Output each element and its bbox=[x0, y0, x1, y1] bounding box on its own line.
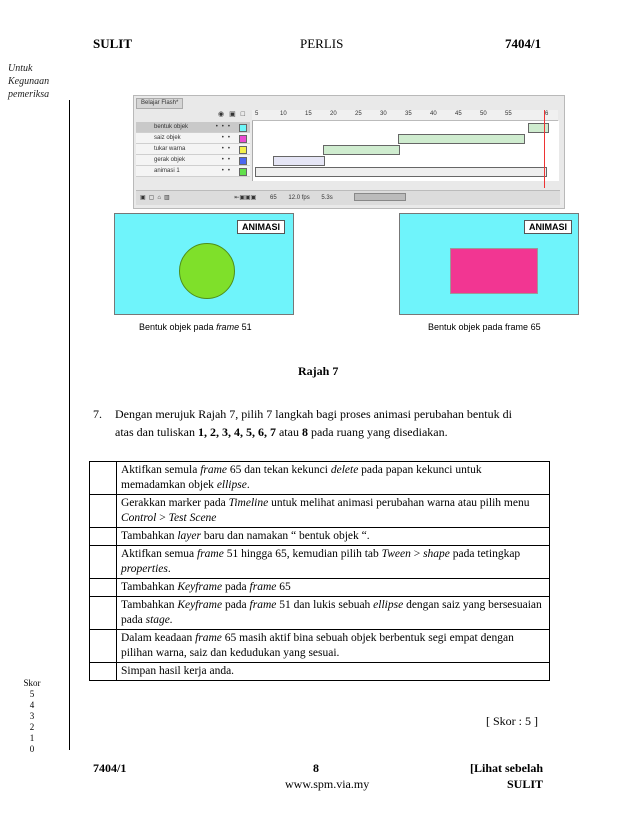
timeline-footer bbox=[136, 190, 560, 205]
layer-header-icons: ◉▣□ bbox=[218, 111, 250, 118]
frames-animasi bbox=[255, 167, 547, 177]
layer-list bbox=[136, 122, 250, 177]
ruler-tick: 6 bbox=[545, 111, 549, 117]
elapsed-time: 5.3s bbox=[321, 195, 333, 201]
ruler-tick: 10 bbox=[280, 111, 287, 117]
layer-tool-icons[interactable]: ▣▢⌂▥ bbox=[140, 195, 173, 201]
step-row bbox=[90, 546, 550, 579]
frame-grid[interactable] bbox=[252, 121, 559, 181]
ruler-tick: 15 bbox=[305, 111, 312, 117]
ruler-tick: 55 bbox=[505, 111, 512, 117]
steps-table bbox=[89, 461, 550, 681]
caption-frame-51: Bentuk objek pada frame 51 bbox=[139, 322, 252, 332]
step-text: Simpan hasil kerja anda. bbox=[117, 663, 550, 681]
margin-line bbox=[69, 100, 70, 750]
animasi-label: ANIMASI bbox=[237, 220, 285, 234]
answer-box[interactable] bbox=[90, 546, 117, 579]
layer-row[interactable]: gerak objek •• bbox=[136, 155, 250, 166]
step-row bbox=[90, 528, 550, 546]
ruler-tick: 35 bbox=[405, 111, 412, 117]
answer-box[interactable] bbox=[90, 579, 117, 597]
step-text: Tambahkan Keyframe pada frame 51 dan lukis sebuah ellipse dengan saiz yang bersesuaian pada stage. bbox=[117, 597, 550, 630]
layer-row[interactable]: saiz objek •• bbox=[136, 133, 250, 144]
step-row bbox=[90, 630, 550, 663]
step-text: Aktifkan semula frame 65 dan tekan kekunci delete pada papan kekunci untuk memadamkan objek ellipse. bbox=[117, 462, 550, 495]
footer-page: 8 bbox=[313, 761, 319, 775]
step-text: Tambahkan layer baru dan namakan “ bentuk objek “. bbox=[117, 528, 550, 546]
figure-title: Rajah 7 bbox=[298, 364, 339, 378]
flash-timeline bbox=[133, 95, 565, 209]
question-number: 7. bbox=[93, 407, 102, 421]
answer-box[interactable] bbox=[90, 528, 117, 546]
question-text: Dengan merujuk Rajah 7, pilih 7 langkah bagi proses animasi perubahan bentuk di atas dan tuliskan 1, 2, 3, 4, 5, 6, 7 atau 8 pada ruang yang disediakan. bbox=[115, 407, 512, 439]
frame-ruler bbox=[252, 110, 558, 121]
footer-url: www.spm.via.my bbox=[285, 777, 370, 791]
answer-box[interactable] bbox=[90, 630, 117, 663]
tween-saiz bbox=[398, 134, 525, 144]
step-text: Tambahkan Keyframe pada frame 65 bbox=[117, 579, 550, 597]
ruler-tick: 5 bbox=[255, 111, 259, 117]
stage-frame-51 bbox=[114, 213, 294, 315]
ruler-tick: 50 bbox=[480, 111, 487, 117]
frame-nav-icons[interactable]: ⇤▣▣▣ bbox=[234, 195, 257, 201]
examiner-note: Untuk Kegunaan pemeriksa bbox=[8, 63, 50, 100]
answer-box[interactable] bbox=[90, 462, 117, 495]
tween-gerak bbox=[273, 156, 325, 166]
tween-warna bbox=[323, 145, 400, 155]
skor-box: [ Skor : 5 ] bbox=[486, 714, 538, 728]
playhead[interactable] bbox=[544, 110, 545, 188]
step-row bbox=[90, 579, 550, 597]
frame-rate: 12.0 fps bbox=[288, 195, 310, 201]
rectangle-shape bbox=[450, 248, 538, 294]
answer-box[interactable] bbox=[90, 597, 117, 630]
layer-row[interactable]: bentuk objek ••• bbox=[136, 122, 250, 133]
timeline-scrollbar[interactable] bbox=[354, 193, 406, 201]
ruler-tick: 45 bbox=[455, 111, 462, 117]
step-text: Aktifkan semua frame 51 hingga 65, kemudian pilih tab Tween > shape pada tetingkap properties. bbox=[117, 546, 550, 579]
header-left: SULIT bbox=[93, 36, 133, 51]
step-text: Gerakkan marker pada Timeline untuk melihat animasi perubahan warna atau pilih menu Control > Test Scene bbox=[117, 495, 550, 528]
step-row bbox=[90, 495, 550, 528]
ruler-tick: 20 bbox=[330, 111, 337, 117]
ruler-tick: 25 bbox=[355, 111, 362, 117]
skor-side: Skor 5 4 3 2 1 0 bbox=[23, 678, 41, 754]
tween-bentuk bbox=[528, 123, 549, 133]
animasi-label: ANIMASI bbox=[524, 220, 572, 234]
footer-right1: [Lihat sebelah bbox=[470, 761, 544, 775]
current-frame: 65 bbox=[270, 195, 277, 201]
answer-box[interactable] bbox=[90, 663, 117, 681]
header-center: PERLIS bbox=[300, 36, 344, 51]
ellipse-shape bbox=[179, 243, 235, 299]
step-row bbox=[90, 597, 550, 630]
timeline-tab[interactable]: Belajar Flash* bbox=[136, 98, 183, 109]
step-row bbox=[90, 663, 550, 681]
step-row bbox=[90, 462, 550, 495]
answer-box[interactable] bbox=[90, 495, 117, 528]
layer-row[interactable]: animasi 1 •• bbox=[136, 166, 250, 177]
layer-row[interactable]: tukar warna •• bbox=[136, 144, 250, 155]
stage-frame-65 bbox=[399, 213, 579, 315]
footer-left: 7404/1 bbox=[93, 761, 127, 775]
ruler-tick: 30 bbox=[380, 111, 387, 117]
header-right: 7404/1 bbox=[505, 36, 542, 51]
caption-frame-65: Bentuk objek pada frame 65 bbox=[428, 322, 541, 332]
footer-right2: SULIT bbox=[507, 777, 544, 791]
step-text: Dalam keadaan frame 65 masih aktif bina sebuah objek berbentuk segi empat dengan pilihan warna, saiz dan kedudukan yang sesuai. bbox=[117, 630, 550, 663]
ruler-tick: 40 bbox=[430, 111, 437, 117]
